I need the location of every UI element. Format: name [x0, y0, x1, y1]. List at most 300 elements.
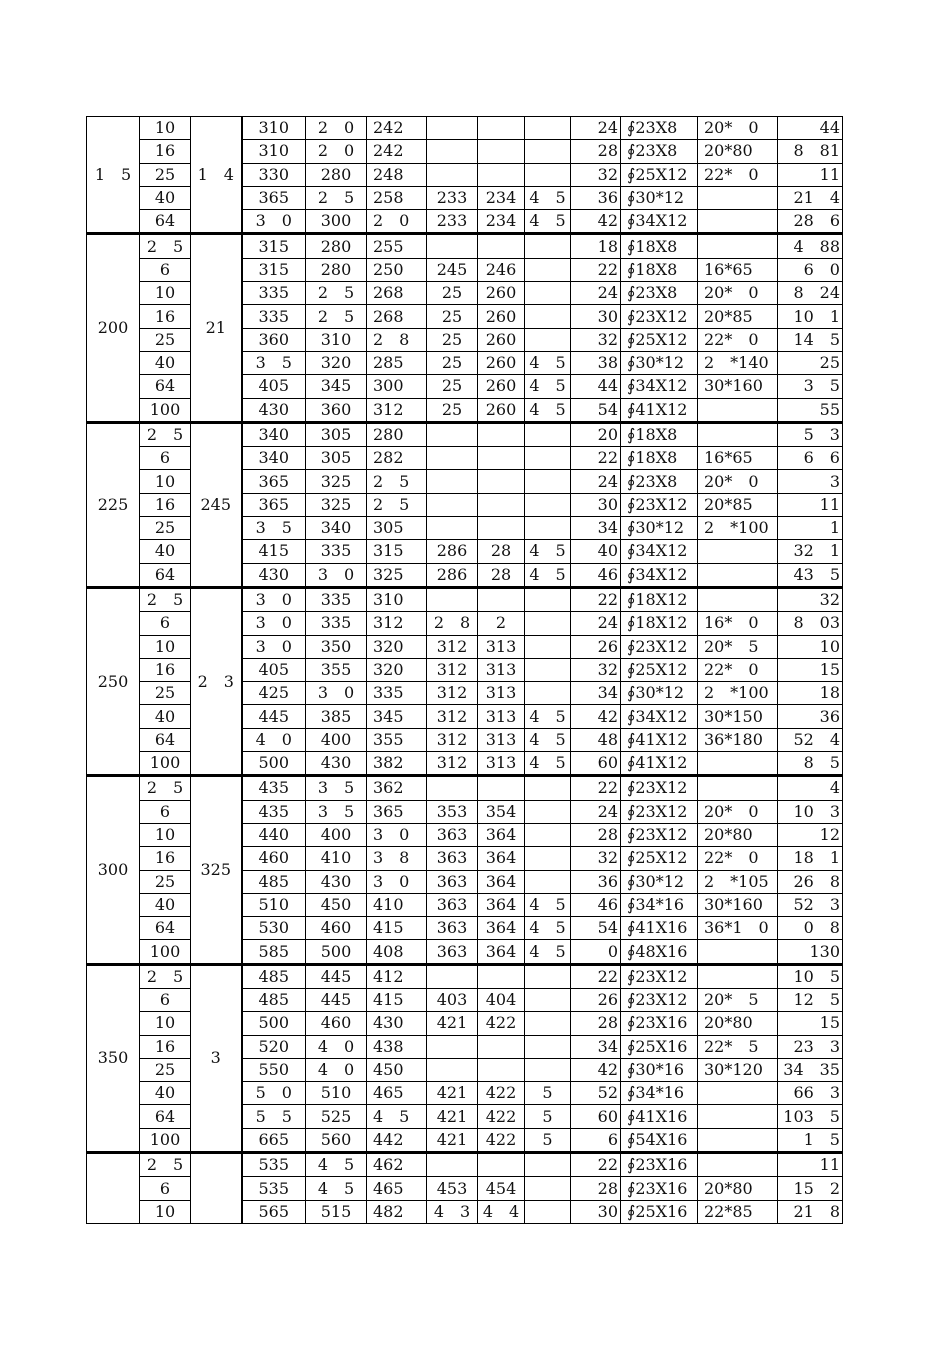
- dim-h-cell: 4 5: [525, 705, 571, 728]
- stud-spec-cell: 30*160: [698, 375, 778, 398]
- dia-d-cell: 500: [242, 1012, 306, 1035]
- dia-d1-cell: 280: [306, 234, 367, 258]
- dia-f2-cell: 260: [478, 328, 525, 351]
- dia-d-cell: 550: [242, 1058, 306, 1081]
- dia-d2-cell: 325: [367, 563, 427, 587]
- thickness-cell: 18: [571, 234, 621, 258]
- dia-d-cell: 485: [242, 988, 306, 1011]
- nominal-diameter-cell: [87, 1153, 140, 1224]
- pressure-cell: 25: [140, 328, 191, 351]
- dim-h-cell: [525, 587, 571, 611]
- dia-d-cell: 315: [242, 234, 306, 258]
- dia-f2-cell: 28: [478, 540, 525, 563]
- dia-d1-cell: 325: [306, 493, 367, 516]
- dia-d1-cell: 340: [306, 517, 367, 540]
- stud-spec-cell: 22* 5: [698, 1035, 778, 1058]
- dia-f1-cell: 25: [427, 398, 478, 422]
- bolt-spec-cell: ∮23X12: [621, 988, 698, 1011]
- dia-f2-cell: 2: [478, 612, 525, 635]
- dia-d2-cell: 280: [367, 422, 427, 446]
- dia-d1-cell: 305: [306, 447, 367, 470]
- pressure-cell: 64: [140, 917, 191, 940]
- stud-spec-cell: 20* 0: [698, 800, 778, 823]
- pressure-cell: 40: [140, 186, 191, 209]
- pressure-cell: 16: [140, 658, 191, 681]
- dia-f1-cell: 233: [427, 210, 478, 234]
- pressure-cell: 2 5: [140, 1153, 191, 1177]
- weight-cell: 0 8: [778, 917, 843, 940]
- weight-cell: 32: [778, 587, 843, 611]
- pressure-cell: 16: [140, 305, 191, 328]
- dim-h-cell: [525, 612, 571, 635]
- pressure-cell: 40: [140, 1082, 191, 1105]
- pressure-cell: 100: [140, 398, 191, 422]
- bolt-spec-cell: ∮23X16: [621, 1153, 698, 1177]
- bolt-spec-cell: ∮23X12: [621, 635, 698, 658]
- pressure-cell: 64: [140, 210, 191, 234]
- weight-cell: 15: [778, 1012, 843, 1035]
- weight-cell: 15: [778, 658, 843, 681]
- dim-h-cell: [525, 258, 571, 281]
- dim-h-cell: 5: [525, 1128, 571, 1152]
- stud-spec-cell: [698, 210, 778, 234]
- pressure-cell: 40: [140, 893, 191, 916]
- bolt-spec-cell: ∮23X12: [621, 776, 698, 800]
- dia-f1-cell: 312: [427, 658, 478, 681]
- pressure-cell: 10: [140, 470, 191, 493]
- bolt-spec-cell: ∮34X12: [621, 563, 698, 587]
- pressure-cell: 10: [140, 1200, 191, 1223]
- stud-spec-cell: 20*85: [698, 305, 778, 328]
- thickness-cell: 28: [571, 140, 621, 163]
- dia-d-cell: 440: [242, 823, 306, 846]
- dia-d2-cell: 355: [367, 728, 427, 751]
- dia-d2-cell: 415: [367, 988, 427, 1011]
- dim-h-cell: [525, 1177, 571, 1200]
- dia-d1-cell: 335: [306, 540, 367, 563]
- dia-d2-cell: 2 5: [367, 470, 427, 493]
- dia-d1-cell: 305: [306, 422, 367, 446]
- dia-d2-cell: 320: [367, 635, 427, 658]
- dia-f2-cell: 234: [478, 210, 525, 234]
- dia-d2-cell: 362: [367, 776, 427, 800]
- dia-f1-cell: 312: [427, 728, 478, 751]
- dia-d2-cell: 310: [367, 587, 427, 611]
- outer-diameter-group-cell: 2 3: [191, 587, 242, 775]
- pressure-cell: 25: [140, 163, 191, 186]
- dia-d2-cell: 282: [367, 447, 427, 470]
- bolt-spec-cell: ∮25X12: [621, 163, 698, 186]
- thickness-cell: 30: [571, 493, 621, 516]
- dia-d2-cell: 312: [367, 398, 427, 422]
- dia-d2-cell: 465: [367, 1082, 427, 1105]
- pressure-cell: 25: [140, 682, 191, 705]
- stud-spec-cell: 20* 0: [698, 117, 778, 140]
- dia-f2-cell: 313: [478, 658, 525, 681]
- weight-cell: 10 3: [778, 800, 843, 823]
- dia-d1-cell: 385: [306, 705, 367, 728]
- dim-h-cell: 4 5: [525, 728, 571, 751]
- nominal-diameter-cell: 300: [87, 776, 140, 964]
- table-row: [87, 1153, 843, 1177]
- dia-d-cell: 510: [242, 893, 306, 916]
- dia-d2-cell: 305: [367, 517, 427, 540]
- dia-f2-cell: 260: [478, 305, 525, 328]
- table-row: [87, 117, 843, 140]
- dia-d1-cell: 410: [306, 847, 367, 870]
- thickness-cell: 24: [571, 612, 621, 635]
- dia-f1-cell: 363: [427, 917, 478, 940]
- bolt-spec-cell: ∮30*12: [621, 517, 698, 540]
- dia-d2-cell: 345: [367, 705, 427, 728]
- dia-d2-cell: 465: [367, 1177, 427, 1200]
- thickness-cell: 32: [571, 658, 621, 681]
- thickness-cell: 26: [571, 635, 621, 658]
- bolt-spec-cell: ∮18X8: [621, 447, 698, 470]
- dia-d-cell: 425: [242, 682, 306, 705]
- dim-h-cell: [525, 422, 571, 446]
- dia-d-cell: 485: [242, 870, 306, 893]
- weight-cell: 11: [778, 163, 843, 186]
- pressure-cell: 2 5: [140, 587, 191, 611]
- dia-f1-cell: 363: [427, 823, 478, 846]
- thickness-cell: 22: [571, 776, 621, 800]
- dia-d1-cell: 445: [306, 988, 367, 1011]
- dia-d2-cell: 268: [367, 282, 427, 305]
- thickness-cell: 28: [571, 1012, 621, 1035]
- dia-d-cell: 585: [242, 940, 306, 964]
- dia-d1-cell: 500: [306, 940, 367, 964]
- stud-spec-cell: 22* 0: [698, 328, 778, 351]
- dia-f1-cell: [427, 470, 478, 493]
- dia-f2-cell: 313: [478, 752, 525, 776]
- thickness-cell: 40: [571, 540, 621, 563]
- dia-d1-cell: 2 5: [306, 282, 367, 305]
- dia-d1-cell: 280: [306, 163, 367, 186]
- specification-table: [86, 116, 843, 1224]
- dia-f2-cell: 313: [478, 728, 525, 751]
- pressure-cell: 100: [140, 752, 191, 776]
- dia-f2-cell: 354: [478, 800, 525, 823]
- dim-h-cell: [525, 282, 571, 305]
- dia-d1-cell: 2 0: [306, 140, 367, 163]
- pressure-cell: 6: [140, 612, 191, 635]
- dia-f2-cell: 364: [478, 917, 525, 940]
- dim-h-cell: [525, 870, 571, 893]
- thickness-cell: 42: [571, 705, 621, 728]
- dia-f1-cell: [427, 234, 478, 258]
- dia-d1-cell: 300: [306, 210, 367, 234]
- dia-f2-cell: 260: [478, 282, 525, 305]
- stud-spec-cell: [698, 1128, 778, 1152]
- dia-f2-cell: [478, 964, 525, 988]
- weight-cell: 66 3: [778, 1082, 843, 1105]
- weight-cell: 18: [778, 682, 843, 705]
- bolt-spec-cell: ∮30*16: [621, 1058, 698, 1081]
- bolt-spec-cell: ∮34X12: [621, 375, 698, 398]
- thickness-cell: 28: [571, 823, 621, 846]
- weight-cell: 10 1: [778, 305, 843, 328]
- dia-d-cell: 3 5: [242, 517, 306, 540]
- pressure-cell: 25: [140, 1058, 191, 1081]
- dia-f2-cell: 422: [478, 1105, 525, 1128]
- dia-d-cell: 415: [242, 540, 306, 563]
- dim-h-cell: [525, 447, 571, 470]
- stud-spec-cell: 16*65: [698, 447, 778, 470]
- dia-d2-cell: 442: [367, 1128, 427, 1152]
- dia-f2-cell: 404: [478, 988, 525, 1011]
- thickness-cell: 22: [571, 258, 621, 281]
- stud-spec-cell: 20*80: [698, 1012, 778, 1035]
- dia-d2-cell: 462: [367, 1153, 427, 1177]
- nominal-diameter-cell: 350: [87, 964, 140, 1152]
- pressure-cell: 10: [140, 282, 191, 305]
- pressure-cell: 64: [140, 375, 191, 398]
- dia-d2-cell: 365: [367, 800, 427, 823]
- dia-d1-cell: 430: [306, 870, 367, 893]
- dia-d1-cell: 345: [306, 375, 367, 398]
- dia-f1-cell: 421: [427, 1128, 478, 1152]
- stud-spec-cell: [698, 1153, 778, 1177]
- dia-f1-cell: 403: [427, 988, 478, 1011]
- weight-cell: 4 88: [778, 234, 843, 258]
- weight-cell: 6 0: [778, 258, 843, 281]
- bolt-spec-cell: ∮41X16: [621, 917, 698, 940]
- thickness-cell: 30: [571, 305, 621, 328]
- weight-cell: 3: [778, 470, 843, 493]
- thickness-cell: 46: [571, 563, 621, 587]
- dia-d-cell: 500: [242, 752, 306, 776]
- dia-f2-cell: 313: [478, 705, 525, 728]
- pressure-cell: 10: [140, 823, 191, 846]
- stud-spec-cell: [698, 422, 778, 446]
- weight-cell: 28 6: [778, 210, 843, 234]
- dia-f1-cell: [427, 1035, 478, 1058]
- outer-diameter-group-cell: [191, 1153, 242, 1224]
- dia-d2-cell: 320: [367, 658, 427, 681]
- dia-f2-cell: 364: [478, 870, 525, 893]
- dia-f1-cell: 233: [427, 186, 478, 209]
- dia-d2-cell: 482: [367, 1200, 427, 1223]
- dia-f1-cell: 4 3: [427, 1200, 478, 1223]
- dia-d2-cell: 242: [367, 117, 427, 140]
- thickness-cell: 34: [571, 682, 621, 705]
- stud-spec-cell: [698, 540, 778, 563]
- dia-f2-cell: [478, 517, 525, 540]
- pressure-cell: 10: [140, 635, 191, 658]
- thickness-cell: 22: [571, 1153, 621, 1177]
- dia-f2-cell: [478, 447, 525, 470]
- dim-h-cell: [525, 1012, 571, 1035]
- dia-d1-cell: 400: [306, 823, 367, 846]
- bolt-spec-cell: ∮41X12: [621, 752, 698, 776]
- pressure-cell: 25: [140, 870, 191, 893]
- stud-spec-cell: [698, 940, 778, 964]
- dia-d-cell: 435: [242, 800, 306, 823]
- bolt-spec-cell: ∮25X16: [621, 1035, 698, 1058]
- bolt-spec-cell: ∮23X12: [621, 800, 698, 823]
- dia-d1-cell: 310: [306, 328, 367, 351]
- weight-cell: 8 03: [778, 612, 843, 635]
- bolt-spec-cell: ∮23X12: [621, 823, 698, 846]
- stud-spec-cell: [698, 752, 778, 776]
- weight-cell: 12: [778, 823, 843, 846]
- bolt-spec-cell: ∮25X12: [621, 847, 698, 870]
- dia-d-cell: 3 0: [242, 612, 306, 635]
- bolt-spec-cell: ∮41X12: [621, 728, 698, 751]
- dia-d-cell: 520: [242, 1035, 306, 1058]
- outer-diameter-group-cell: 3: [191, 964, 242, 1152]
- pressure-cell: 64: [140, 563, 191, 587]
- dia-d2-cell: 382: [367, 752, 427, 776]
- dia-f1-cell: 25: [427, 305, 478, 328]
- stud-spec-cell: 20* 0: [698, 282, 778, 305]
- dia-f1-cell: [427, 587, 478, 611]
- bolt-spec-cell: ∮25X12: [621, 328, 698, 351]
- dia-d1-cell: 280: [306, 258, 367, 281]
- weight-cell: 34 35: [778, 1058, 843, 1081]
- bolt-spec-cell: ∮18X12: [621, 587, 698, 611]
- dia-d2-cell: 248: [367, 163, 427, 186]
- stud-spec-cell: 36*1 0: [698, 917, 778, 940]
- stud-spec-cell: 30*150: [698, 705, 778, 728]
- dia-f1-cell: [427, 140, 478, 163]
- pressure-cell: 6: [140, 800, 191, 823]
- dia-d2-cell: 3 0: [367, 870, 427, 893]
- stud-spec-cell: 2 *100: [698, 682, 778, 705]
- stud-spec-cell: 2 *105: [698, 870, 778, 893]
- table-row: [87, 776, 843, 800]
- dim-h-cell: [525, 988, 571, 1011]
- dia-d-cell: 535: [242, 1177, 306, 1200]
- dia-d-cell: 430: [242, 563, 306, 587]
- stud-spec-cell: 22*85: [698, 1200, 778, 1223]
- dia-f1-cell: 453: [427, 1177, 478, 1200]
- dia-d1-cell: 430: [306, 752, 367, 776]
- dia-d1-cell: 2 5: [306, 186, 367, 209]
- dia-f1-cell: [427, 163, 478, 186]
- dia-f1-cell: 286: [427, 563, 478, 587]
- dia-f2-cell: [478, 493, 525, 516]
- dia-f1-cell: [427, 1058, 478, 1081]
- dia-f1-cell: 25: [427, 282, 478, 305]
- dia-f1-cell: 312: [427, 752, 478, 776]
- dia-f2-cell: [478, 587, 525, 611]
- dia-f2-cell: 454: [478, 1177, 525, 1200]
- dim-h-cell: [525, 635, 571, 658]
- bolt-spec-cell: ∮41X12: [621, 398, 698, 422]
- weight-cell: 11: [778, 1153, 843, 1177]
- pressure-cell: 40: [140, 540, 191, 563]
- dia-d-cell: 3 5: [242, 351, 306, 374]
- thickness-cell: 24: [571, 117, 621, 140]
- dia-f1-cell: [427, 776, 478, 800]
- pressure-cell: 16: [140, 847, 191, 870]
- thickness-cell: 44: [571, 375, 621, 398]
- weight-cell: 1 5: [778, 1128, 843, 1152]
- thickness-cell: 48: [571, 728, 621, 751]
- dim-h-cell: [525, 1035, 571, 1058]
- dia-d-cell: 330: [242, 163, 306, 186]
- pressure-cell: 64: [140, 728, 191, 751]
- dia-d1-cell: 515: [306, 1200, 367, 1223]
- bolt-spec-cell: ∮34X12: [621, 705, 698, 728]
- thickness-cell: 22: [571, 587, 621, 611]
- dim-h-cell: [525, 800, 571, 823]
- dim-h-cell: [525, 328, 571, 351]
- weight-cell: 5 3: [778, 422, 843, 446]
- dia-d1-cell: 445: [306, 964, 367, 988]
- weight-cell: 4: [778, 776, 843, 800]
- dia-f1-cell: [427, 1153, 478, 1177]
- dia-d1-cell: 3 5: [306, 776, 367, 800]
- stud-spec-cell: 20*80: [698, 140, 778, 163]
- bolt-spec-cell: ∮23X12: [621, 305, 698, 328]
- dia-f2-cell: 260: [478, 375, 525, 398]
- dia-d2-cell: 335: [367, 682, 427, 705]
- stud-spec-cell: 22* 0: [698, 163, 778, 186]
- bolt-spec-cell: ∮23X8: [621, 140, 698, 163]
- thickness-cell: 30: [571, 1200, 621, 1223]
- dia-d-cell: 3 0: [242, 587, 306, 611]
- dia-f1-cell: 25: [427, 375, 478, 398]
- dia-d-cell: 365: [242, 186, 306, 209]
- dia-f2-cell: 28: [478, 563, 525, 587]
- thickness-cell: 22: [571, 964, 621, 988]
- dia-f1-cell: 363: [427, 893, 478, 916]
- dia-d-cell: 485: [242, 964, 306, 988]
- dim-h-cell: [525, 470, 571, 493]
- pressure-cell: 6: [140, 258, 191, 281]
- dia-d2-cell: 430: [367, 1012, 427, 1035]
- dia-f2-cell: 246: [478, 258, 525, 281]
- dia-d2-cell: 415: [367, 917, 427, 940]
- weight-cell: 44: [778, 117, 843, 140]
- dia-d2-cell: 438: [367, 1035, 427, 1058]
- bolt-spec-cell: ∮34X12: [621, 210, 698, 234]
- bolt-spec-cell: ∮25X12: [621, 658, 698, 681]
- dia-d-cell: 430: [242, 398, 306, 422]
- bolt-spec-cell: ∮30*12: [621, 870, 698, 893]
- dim-h-cell: 4 5: [525, 540, 571, 563]
- bolt-spec-cell: ∮23X8: [621, 282, 698, 305]
- pressure-cell: 10: [140, 117, 191, 140]
- weight-cell: 32 1: [778, 540, 843, 563]
- dia-f2-cell: [478, 117, 525, 140]
- dia-d1-cell: 560: [306, 1128, 367, 1152]
- outer-diameter-group-cell: 325: [191, 776, 242, 964]
- thickness-cell: 32: [571, 328, 621, 351]
- stud-spec-cell: [698, 1105, 778, 1128]
- dia-d-cell: 310: [242, 140, 306, 163]
- dia-f2-cell: 422: [478, 1082, 525, 1105]
- bolt-spec-cell: ∮23X16: [621, 1012, 698, 1035]
- dia-d-cell: 315: [242, 258, 306, 281]
- dia-d1-cell: 335: [306, 587, 367, 611]
- dia-d2-cell: 410: [367, 893, 427, 916]
- stud-spec-cell: 20* 0: [698, 470, 778, 493]
- dia-f2-cell: 422: [478, 1128, 525, 1152]
- dia-d1-cell: 4 0: [306, 1058, 367, 1081]
- nominal-diameter-cell: 250: [87, 587, 140, 775]
- dia-d2-cell: 408: [367, 940, 427, 964]
- pressure-cell: 16: [140, 140, 191, 163]
- thickness-cell: 36: [571, 870, 621, 893]
- bolt-spec-cell: ∮54X16: [621, 1128, 698, 1152]
- dim-h-cell: [525, 658, 571, 681]
- thickness-cell: 26: [571, 988, 621, 1011]
- dia-d1-cell: 510: [306, 1082, 367, 1105]
